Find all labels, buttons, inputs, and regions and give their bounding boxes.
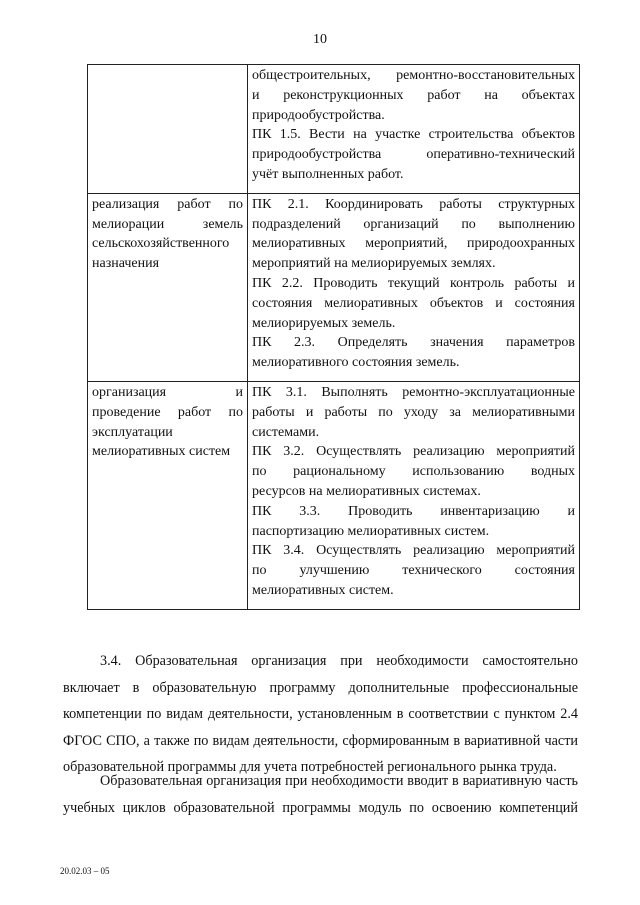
cell-line: природообустройства оперативно-технический [252, 147, 575, 163]
cell-line: подразделений организаций по выполнению [252, 216, 575, 232]
cell-line: ПК 3.4. Осуществлять реализацию мероприятий [252, 543, 575, 559]
cell-line: состояния мелиоративных объектов и состояния [252, 295, 575, 311]
cell-line: мелиоративных систем [92, 444, 231, 460]
cell-line: проведение работ по [92, 404, 243, 420]
competencies-cell [248, 381, 580, 609]
cell-line: общестроительных, ремонтно-восстановительных [252, 68, 575, 83]
cell-line: по улучшению технического состояния [252, 563, 575, 579]
activity-cell [88, 65, 248, 194]
cell-line: мелиорации земель [92, 216, 243, 232]
table-row [88, 381, 580, 609]
paragraph-line: 3.4. Образовательная организация при необходимости самостоятельно [100, 653, 578, 669]
cell-line: и реконструкционных работ на объектах [252, 87, 575, 103]
cell-line: ресурсов на мелиоративных системах. [252, 483, 481, 499]
cell-line: по рациональному использованию водных [252, 464, 575, 480]
cell-line: ПК 3.3. Проводить инвентаризацию и [252, 503, 575, 519]
cell-line: ПК 3.2. Осуществлять реализацию мероприятий [252, 444, 575, 460]
cell-line: назначения [92, 256, 160, 272]
cell-line: системами. [252, 424, 320, 440]
cell-line: ПК 2.1. Координировать работы структурных [252, 196, 575, 212]
page-number: 10 [313, 32, 327, 47]
cell-line: мелиоративных мероприятий, природоохранных [252, 236, 575, 252]
cell-line: мелиорируемых земель. [252, 315, 396, 331]
paragraph-line: включает в образовательную программу дополнительные профессиональные [63, 679, 578, 696]
table-row [88, 193, 580, 381]
cell-line: природообустройства. [252, 107, 385, 123]
paragraph-line: компетенции по видам деятельности, установленным в соответствии с пунктом 2.4 [63, 706, 578, 722]
activity-cell [88, 381, 248, 609]
competencies-cell [248, 193, 580, 381]
activity-cell [88, 193, 248, 381]
cell-line: реализация работ по [92, 196, 243, 212]
competency-table [87, 64, 580, 610]
cell-line: сельскохозяйственного [92, 236, 230, 252]
cell-line: ПК 2.2. Проводить текущий контроль работы и [252, 275, 575, 291]
cell-line: ПК 2.3. Определять значения параметров [252, 335, 575, 351]
cell-line: учёт выполненных работ. [252, 166, 404, 182]
cell-line: работы и работы по уходу за мелиоративными [252, 404, 575, 420]
table-row [88, 65, 580, 194]
paragraph-3-4 [63, 648, 578, 781]
cell-line: мелиоративных систем. [252, 582, 394, 598]
footer-code: 20.02.03 – 05 [60, 866, 110, 876]
cell-line: мероприятий на мелиорируемых землях. [252, 256, 496, 272]
paragraph-line: учебных циклов образовательной программы модуль по освоению компетенций [63, 799, 578, 816]
cell-line: эксплуатации [92, 424, 173, 440]
cell-line: паспортизацию мелиоративных систем. [252, 523, 490, 539]
cell-line: ПК 1.5. Вести на участке строительства объектов [252, 127, 575, 143]
cell-line: мелиоративного состояния земель. [252, 355, 460, 371]
paragraph-line: ФГОС СПО, а также по видам деятельности, сформированным в вариативной части [63, 732, 578, 749]
cell-line: организация и [92, 384, 243, 400]
paragraph-line: Образовательная организация при необходимости вводит в вариативную часть [100, 773, 578, 789]
paragraph-line: образовательной программы для учета потребностей регионального рынка труда. [63, 759, 557, 775]
paragraph-variative [63, 768, 578, 821]
competencies-cell [248, 65, 580, 194]
cell-line: ПК 3.1. Выполнять ремонтно-эксплуатационные [252, 384, 575, 400]
